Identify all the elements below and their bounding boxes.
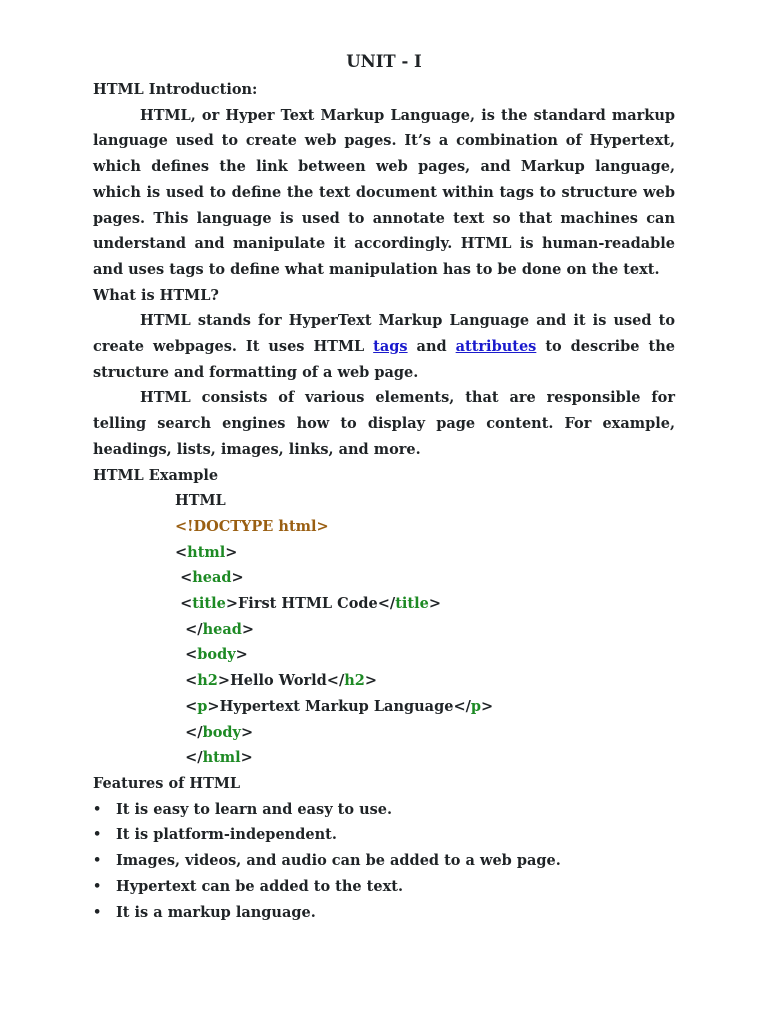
document-content xyxy=(93,50,675,925)
list-item: • Images, videos, and audio can be added to a web page. xyxy=(93,848,675,874)
code-line-head-open: <head> xyxy=(180,569,244,587)
code-example xyxy=(175,488,675,771)
code-line-html-close: </html> xyxy=(185,749,253,767)
code-line-body-open: <body> xyxy=(185,646,248,664)
what-paragraph-1 xyxy=(93,308,675,385)
bullet-icon: • xyxy=(93,801,102,817)
list-item: • It is easy to learn and easy to use. xyxy=(93,797,675,823)
what-paragraph-2: HTML consists of various elements, that are responsible for telling search engines how to display page content. For example, headings, lists, images, links, and more. xyxy=(93,389,675,458)
example-heading: HTML Example xyxy=(93,466,219,484)
bullet-icon: • xyxy=(93,827,102,843)
what-p1-text-c: to describe the structure and formatting of a web page. xyxy=(93,338,675,381)
list-item: • It is platform-independent. xyxy=(93,822,675,848)
code-line-p: <p>Hypertext Markup Language</p> xyxy=(185,697,494,715)
features-list xyxy=(93,797,675,926)
code-line-html-open: <html> xyxy=(175,543,238,561)
intro-heading: HTML Introduction: xyxy=(93,81,258,98)
what-p1-text-b: and xyxy=(407,338,456,356)
code-line-title: <title>First HTML Code</title> xyxy=(180,595,441,613)
attributes-link[interactable]: attributes xyxy=(455,338,537,356)
code-line-h2: <h2>Hello World</h2> xyxy=(185,672,378,690)
unit-title: UNIT - I xyxy=(346,52,422,71)
tags-link[interactable]: tags xyxy=(373,338,408,356)
list-item: • Hypertext can be added to the text. xyxy=(93,874,675,900)
intro-paragraph: HTML, or Hyper Text Markup Language, is the standard markup language used to create web pages. It’s a combination of Hypertext, which defines the link between web pages, and Markup language, which is used to define the text document within tags to structure web pages. This language is used to annotate text so that machines can understand and manipulate it accordingly. HTML is human-readable and uses tags to define what manipulation has to be done on the text. xyxy=(93,106,675,278)
what-p1-text-a: HTML stands for HyperText Markup Language and it is used to create webpages. It uses HTML xyxy=(93,312,675,356)
bullet-icon: • xyxy=(93,904,102,920)
code-doctype-line: <!DOCTYPE html> xyxy=(175,517,329,535)
code-line-body-close: </body> xyxy=(185,723,254,741)
code-line-head-close: </head> xyxy=(185,620,255,638)
bullet-icon: • xyxy=(93,878,102,894)
list-item: • It is a markup language. xyxy=(93,900,675,926)
features-heading: Features of HTML xyxy=(93,774,241,792)
code-lang-label: HTML xyxy=(175,492,226,510)
what-heading: What is HTML? xyxy=(93,286,219,304)
bullet-icon: • xyxy=(93,853,102,869)
